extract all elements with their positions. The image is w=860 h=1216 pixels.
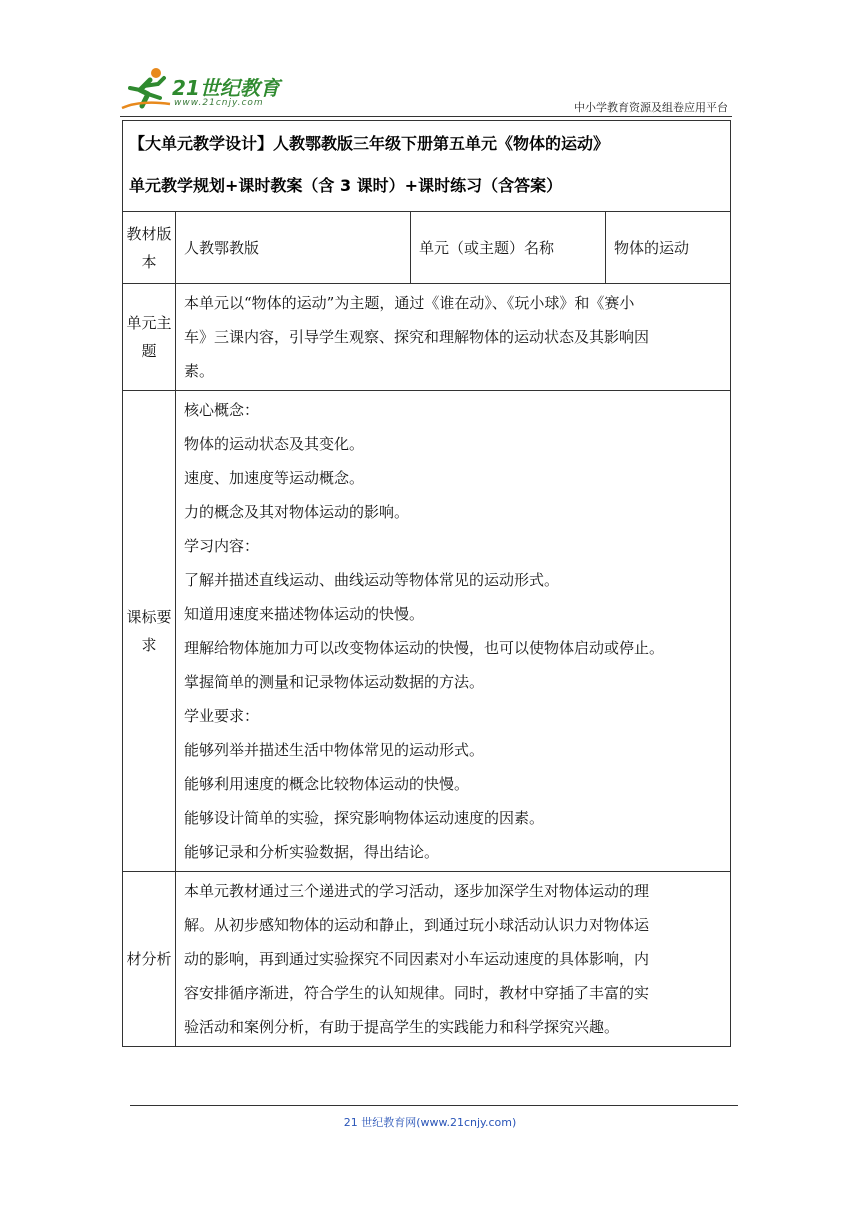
unit-name-label: 单元（或主题）名称 xyxy=(411,212,606,284)
unit-plan-table xyxy=(122,120,731,1047)
requirement-line: 能够设计简单的实验，探究影响物体运动速度的因素。 xyxy=(184,809,545,827)
requirement-line: 知道用速度来描述物体运动的快慢。 xyxy=(184,605,425,623)
analysis-content xyxy=(176,872,731,1047)
title-line-1: 【大单元教学设计】人教鄂教版三年级下册第五单元《物体的运动》 xyxy=(129,134,610,153)
theme-row xyxy=(123,284,731,391)
analysis-line: 本单元教材通过三个递进式的学习活动，逐步加深学生对物体运动的理 xyxy=(184,882,650,900)
analysis-line: 验活动和案例分析，有助于提高学生的实践能力和科学探究兴趣。 xyxy=(184,1018,620,1036)
analysis-line: 解。从初步感知物体的运动和静止，到通过玩小球活动认识力对物体运 xyxy=(184,916,650,934)
document-title xyxy=(123,121,731,212)
title-line-2: 单元教学规划+课时教案（含 3 课时）+课时练习（含答案） xyxy=(129,176,563,195)
theme-content xyxy=(176,284,731,391)
platform-tagline: 中小学教育资源及组卷应用平台 xyxy=(574,101,728,114)
requirement-line: 理解给物体施加力可以改变物体运动的快慢，也可以使物体启动或停止。 xyxy=(184,639,665,657)
requirement-line: 学业要求： xyxy=(184,707,260,725)
theme-label: 单元主题 xyxy=(123,284,176,391)
requirement-line: 能够利用速度的概念比较物体运动的快慢。 xyxy=(184,775,470,793)
logo-url: www.21cnjy.com xyxy=(174,98,264,108)
requirement-line: 学习内容： xyxy=(184,537,260,555)
title-row xyxy=(123,121,731,212)
site-logo[interactable] xyxy=(120,64,300,114)
footer-divider xyxy=(130,1105,738,1106)
edition-row xyxy=(123,212,731,284)
page-header xyxy=(120,64,732,120)
requirement-line: 力的概念及其对物体运动的影响。 xyxy=(184,503,410,521)
analysis-row xyxy=(123,872,731,1047)
requirement-line: 了解并描述直线运动、曲线运动等物体常见的运动形式。 xyxy=(184,571,560,589)
requirement-line: 物体的运动状态及其变化。 xyxy=(184,435,365,453)
requirements-label: 课标要求 xyxy=(123,391,176,872)
requirement-line: 速度、加速度等运动概念。 xyxy=(184,469,365,487)
analysis-line: 动的影响，再到通过实验探究不同因素对小车运动速度的具体影响，内 xyxy=(184,950,650,968)
unit-name-value: 物体的运动 xyxy=(606,212,731,284)
analysis-label: 材分析 xyxy=(123,872,176,1047)
requirements-row xyxy=(123,391,731,872)
theme-line: 素。 xyxy=(184,362,215,380)
requirements-content xyxy=(176,391,731,872)
edition-label: 教材版本 xyxy=(123,212,176,284)
theme-line: 本单元以“物体的运动”为主题，通过《谁在动》、《玩小球》和《赛小 xyxy=(184,294,635,312)
theme-line: 车》三课内容，引导学生观察、探究和理解物体的运动状态及其影响因 xyxy=(184,328,650,346)
header-divider xyxy=(120,116,732,117)
requirement-line: 掌握简单的测量和记录物体运动数据的方法。 xyxy=(184,673,485,691)
logo-text: 21世纪教育 xyxy=(172,76,280,100)
requirement-line: 能够列举并描述生活中物体常见的运动形式。 xyxy=(184,741,485,759)
runner-logo-icon xyxy=(120,64,174,114)
footer-link[interactable]: 21 世纪教育网(www.21cnjy.com) xyxy=(343,1116,517,1129)
edition-value: 人教鄂教版 xyxy=(176,212,411,284)
requirement-line: 核心概念： xyxy=(184,401,260,419)
analysis-line: 容安排循序渐进，符合学生的认知规律。同时，教材中穿插了丰富的实 xyxy=(184,984,650,1002)
requirement-line: 能够记录和分析实验数据，得出结论。 xyxy=(184,843,440,861)
